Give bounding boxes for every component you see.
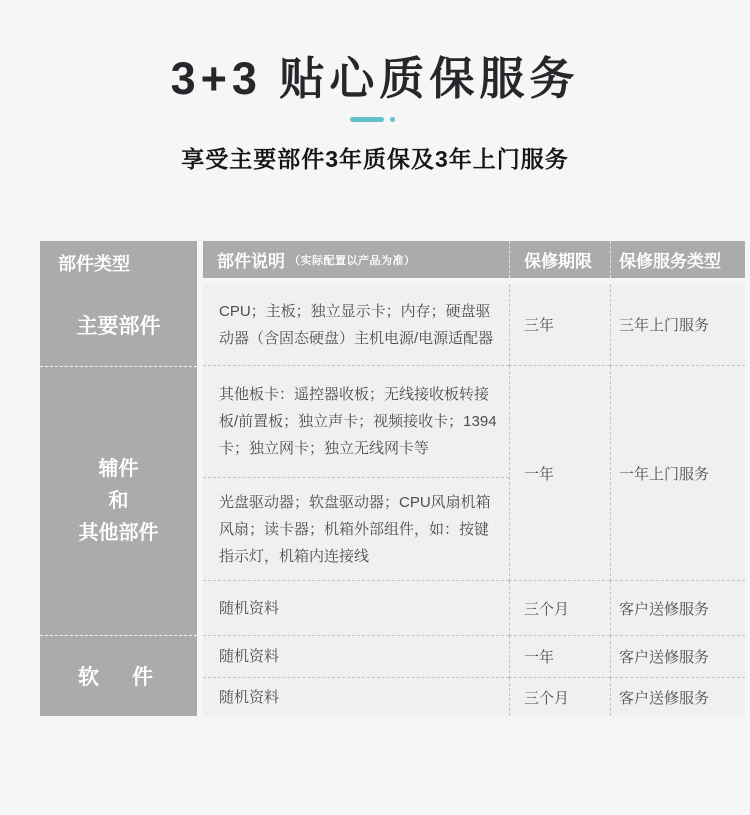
column-header-warranty-period: 保修期限 [509, 241, 610, 278]
section-label-accessories [40, 366, 197, 636]
cell-desc-docs-accessories: 随机资料 [203, 581, 509, 636]
section-label-line: 软 件 [78, 666, 159, 689]
page-subtitle: 享受主要部件3年质保及3年上门服务 [181, 146, 569, 172]
cell-period-docs-accessories: 三个月 [509, 581, 610, 636]
part-type-column [40, 241, 197, 716]
cell-desc-drives-fans: 光盘驱动器；软盘驱动器；CPU风扇机箱风扇；读卡器；机箱外部组件，如：按键指示灯，机箱内连接线 [203, 478, 509, 581]
section-label-line: 其他部件 [78, 522, 159, 544]
section-label-line: 主要部件 [76, 315, 161, 338]
table-header-row [203, 241, 745, 278]
cell-service-software-docs-2: 客户送修服务 [610, 678, 745, 716]
column-header-part-desc-note: （实际配置以产品为准） [289, 254, 416, 267]
page-title: 3+3 贴心质保服务 [170, 53, 580, 104]
cell-period-accessories: 一年 [509, 366, 610, 581]
cell-desc-main-parts: CPU；主板；独立显示卡；内存；硬盘驱动器（含固态硬盘）主机电源/电源适配器 [203, 284, 509, 366]
section-label-line: 和 [108, 490, 129, 512]
cell-service-docs-accessories: 客户送修服务 [610, 581, 745, 636]
section-label-main-parts [40, 284, 197, 366]
section-label-line: 辅件 [98, 458, 139, 480]
accent-dot-icon [390, 117, 395, 122]
cell-service-accessories: 一年上门服务 [610, 366, 745, 581]
cell-service-main-parts: 三年上门服务 [610, 284, 745, 366]
cell-desc-other-boards: 其他板卡：遥控器收板；无线接收板转接板/前置板；独立声卡；视频接收卡；1394卡；独立网卡；独立无线网卡等 [203, 366, 509, 478]
accent-underline [350, 117, 384, 122]
column-header-service-type: 保修服务类型 [610, 241, 745, 278]
cell-period-software-docs-1: 一年 [509, 636, 610, 678]
cell-period-software-docs-2: 三个月 [509, 678, 610, 716]
section-label-software [40, 636, 197, 716]
cell-desc-software-docs-1: 随机资料 [203, 636, 509, 678]
column-header-part-type: 部件类型 [58, 253, 130, 274]
cell-period-main-parts: 三年 [509, 284, 610, 366]
title-accent [0, 117, 747, 122]
warranty-table [40, 241, 745, 716]
cell-service-software-docs-1: 客户送修服务 [610, 636, 745, 678]
cell-desc-software-docs-2: 随机资料 [203, 678, 509, 716]
column-header-part-desc-label: 部件说明 [217, 252, 285, 271]
column-header-part-desc [203, 241, 509, 278]
